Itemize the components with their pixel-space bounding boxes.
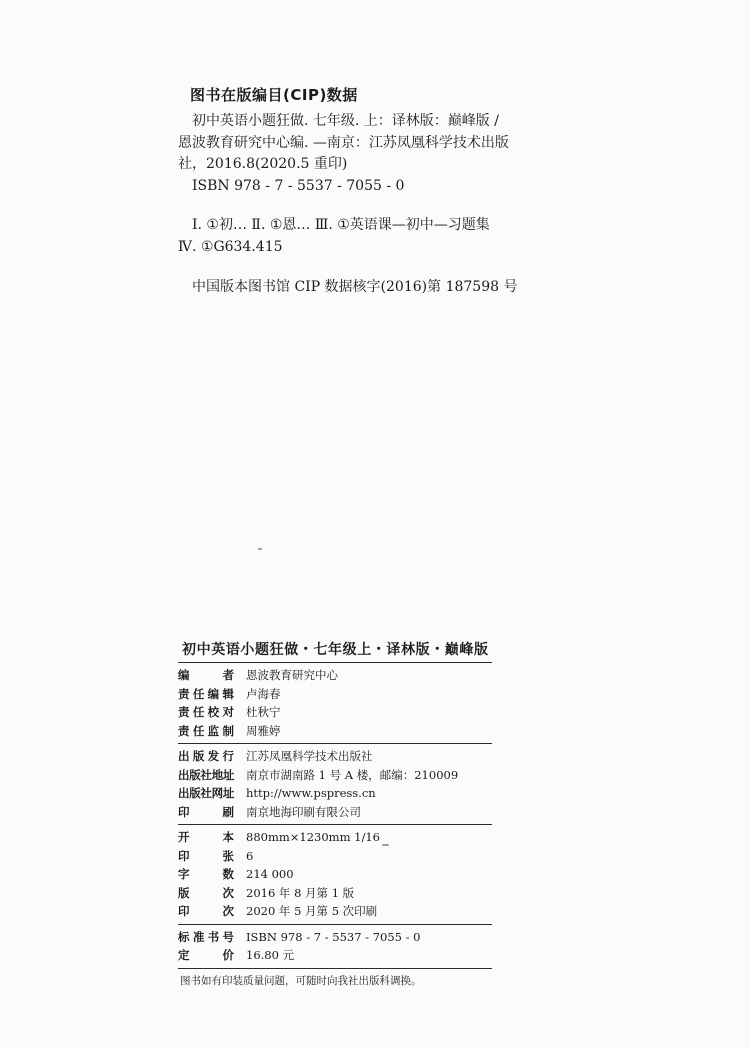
cip-title: 图书在版编目(CIP)数据 — [190, 86, 358, 104]
cip-classification-1: Ⅰ. ①初… Ⅱ. ①恩… Ⅲ. ①英语课—初中—习题集 — [192, 217, 490, 233]
info-label: 责 任 监 制 — [178, 723, 234, 738]
info-label: 标 准 书 号 — [178, 929, 234, 944]
info-row — [178, 747, 492, 766]
info-value: 卢海春 — [246, 686, 281, 701]
cip-record — [178, 111, 558, 299]
scan-speck — [258, 548, 262, 550]
info-label: 开 本 — [178, 830, 234, 844]
info-label: 定 价 — [178, 948, 234, 962]
info-row — [178, 828, 492, 847]
info-label: 字 数 — [178, 867, 234, 881]
info-label: 出 版 社 网 址 — [178, 786, 235, 800]
info-value: 2016 年 8 月第 1 版 — [246, 885, 355, 900]
info-row — [178, 928, 492, 947]
info-value: 6 — [246, 848, 254, 863]
info-row — [178, 784, 492, 803]
info-section — [178, 925, 492, 968]
info-row — [178, 703, 492, 722]
info-label: 印 刷 — [178, 804, 234, 819]
info-section — [178, 663, 492, 743]
info-row — [178, 865, 492, 884]
info-label: 出 版 发 行 — [178, 749, 234, 763]
cip-line-1: 初中英语小题狂做. 七年级. 上：译林版：巅峰版 / — [192, 113, 499, 129]
info-row — [178, 803, 492, 822]
copyright-info-block — [178, 638, 492, 988]
info-label: 责 任 校 对 — [178, 705, 234, 719]
cip-line-2: 恩波教育研究中心编. —南京：江苏凤凰科学技术出版 — [178, 134, 509, 151]
info-value: 880mm×1230mm 1/16 — [246, 830, 380, 844]
info-section — [178, 744, 492, 824]
book-title: 初中英语小题狂做・七年级上・译林版・巅峰版 — [182, 642, 489, 658]
info-label: 版 次 — [178, 885, 234, 900]
info-row — [178, 685, 492, 704]
info-value: http://www.pspress.cn — [246, 786, 376, 800]
info-label: 责 任 编 辑 — [178, 686, 234, 701]
cip-line-3: 社，2016.8(2020.5 重印) — [178, 156, 348, 172]
info-value: 16.80 元 — [246, 948, 295, 962]
info-value: ISBN 978 - 7 - 5537 - 7055 - 0 — [246, 929, 421, 944]
info-value: 南京市湖南路 1 号 A 楼，邮编：210009 — [246, 767, 459, 782]
info-value: 南京地海印刷有限公司 — [246, 804, 361, 819]
info-value: 周雅婷 — [246, 723, 281, 738]
info-label: 印 张 — [178, 848, 234, 863]
info-row — [178, 902, 492, 921]
info-label: 出 版 社 地 址 — [178, 767, 235, 782]
info-row — [178, 847, 492, 866]
info-row — [178, 666, 492, 685]
info-section — [178, 825, 492, 924]
cip-record-number: 中国版本图书馆 CIP 数据核字(2016)第 187598 号 — [192, 279, 518, 295]
info-row — [178, 884, 492, 903]
cip-classification-2: Ⅳ. ①G634.415 — [178, 238, 283, 255]
info-row — [178, 722, 492, 741]
cip-isbn: ISBN 978 - 7 - 5537 - 7055 - 0 — [192, 177, 405, 194]
info-row — [178, 766, 492, 785]
info-label: 印 次 — [178, 904, 234, 918]
info-value: 江苏凤凰科学技术出版社 — [246, 749, 373, 763]
info-value: 恩波教育研究中心 — [246, 668, 338, 682]
info-value: 杜秋宁 — [246, 705, 281, 719]
scan-speck — [382, 844, 389, 846]
info-value: 214 000 — [246, 867, 294, 881]
info-row — [178, 946, 492, 965]
info-value: 2020 年 5 月第 5 次印刷 — [246, 904, 378, 918]
info-groups — [178, 662, 492, 968]
info-label: 编 者 — [178, 668, 234, 682]
quality-note: 图书如有印装质量问题，可随时向我社出版科调换。 — [180, 974, 422, 987]
